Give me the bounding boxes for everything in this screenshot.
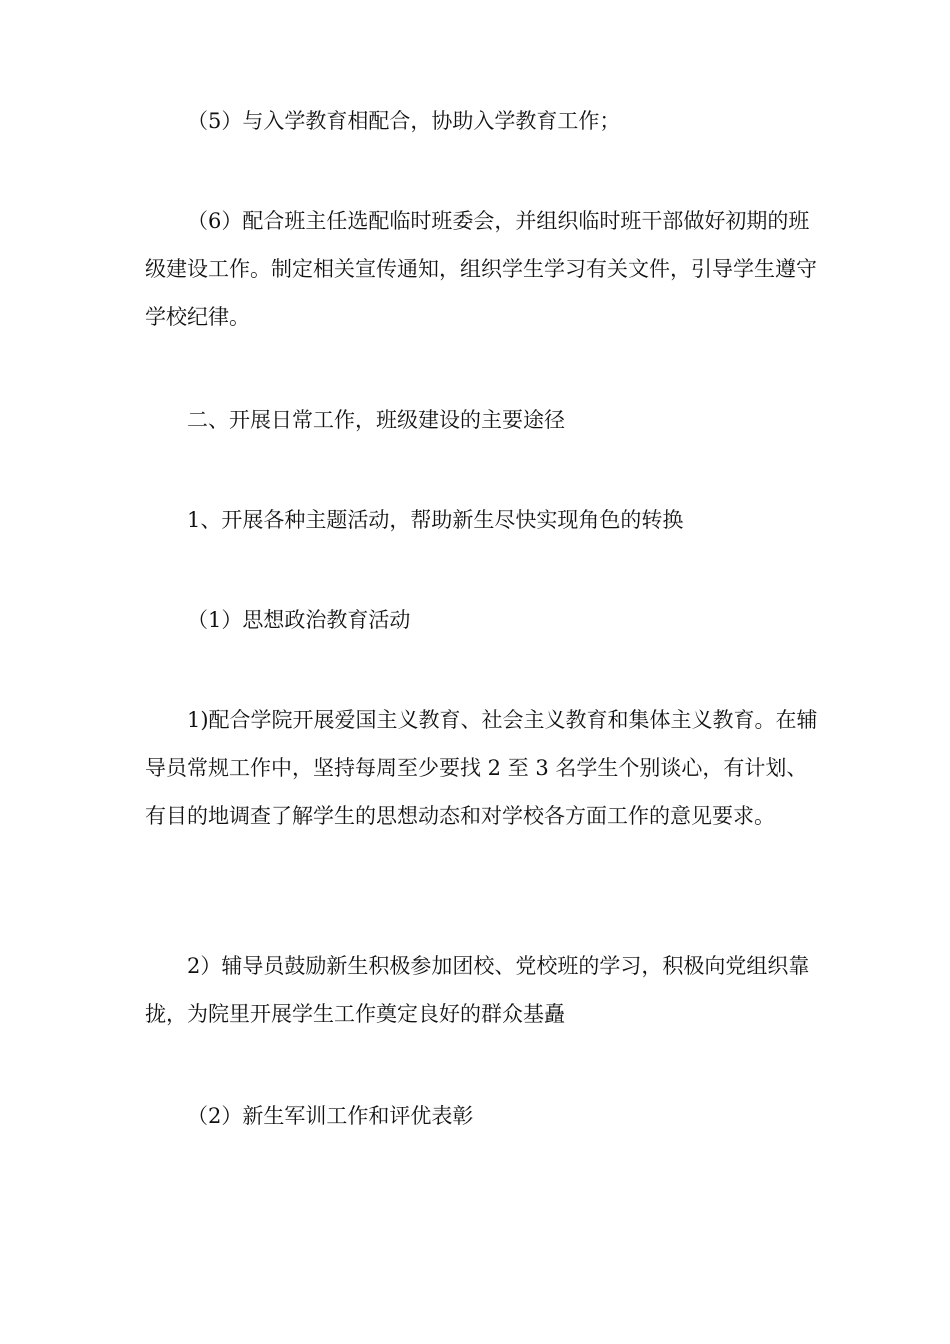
item-heading-political-education: （1）思想政治教育活动 (187, 608, 411, 632)
paragraph-temporary-class-committee: （6）配合班主任选配临时班委会，并组织临时班干部做好初期的班级建设工作。制定相关宣传通知，组织学生学习有关文件，引导学生遵守学校纪律。 (145, 209, 817, 329)
paragraph-party-school: 2）辅导员鼓励新生积极参加团校、党校班的学习，积极向党组织靠拢，为院里开展学生工作奠定良好的群众基矗 (145, 954, 810, 1026)
paragraph-patriotic-education: 1)配合学院开展爱国主义教育、社会主义教育和集体主义教育。在辅导员常规工作中，坚持每周至少要找 2 至 3 名学生个别谈心，有计划、有目的地调查了解学生的思想动态和对学校各方面工作的意见要求。 (145, 708, 818, 828)
subsection-heading-theme-activities: 1、开展各种主题活动，帮助新生尽快实现角色的转换 (187, 508, 684, 532)
section-heading-daily-work: 二、开展日常工作，班级建设的主要途径 (187, 408, 565, 432)
item-heading-military-training: （2）新生军训工作和评优表彰 (187, 1104, 474, 1128)
paragraph-entrance-education: （5）与入学教育相配合，协助入学教育工作； (187, 109, 621, 133)
